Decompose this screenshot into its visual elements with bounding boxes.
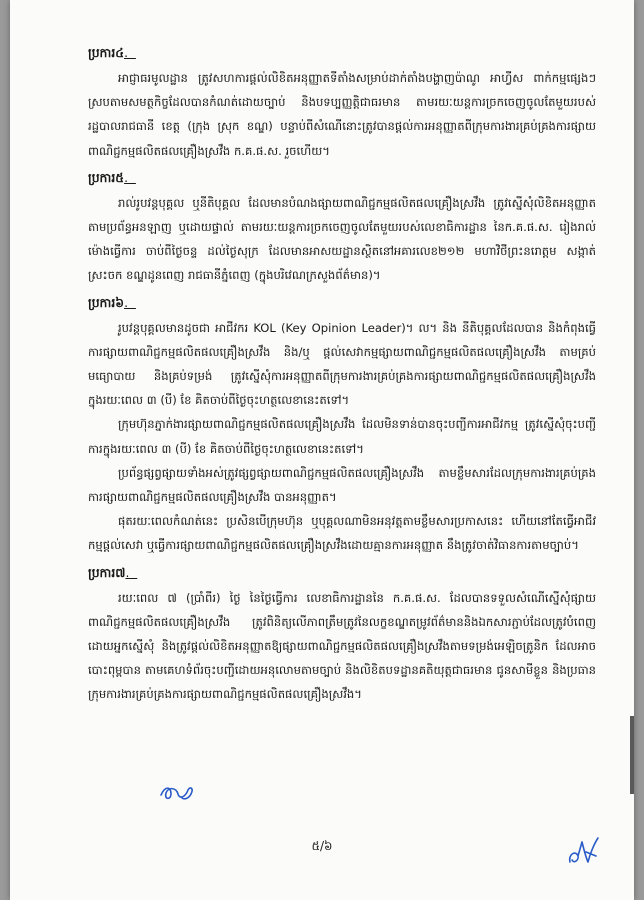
article-6-heading: ប្រការ៦	[88, 294, 125, 310]
article-7-paragraph-1: រយៈពេល ៧ (ប្រាំពីរ) ថ្ងៃ នៃថ្ងៃធ្វើការ លេខាធិការដ្ឋាននៃ ក.គ.ផ.ស. ដែលបានទទួលសំណើស្នើសុំផ្សាយពាណិជ្ជកម្មផលិតផលគ្រឿងស្រវឹង ត្រូវពិនិត្យលើភាពត្រឹមត្រូវនៃលក្ខខណ្ឌតម្រូវព័ត៌មាននិងឯកសារភ្ជាប់ដែលត្រូវបំពេញដោយអ្នកស្នើសុំ និងត្រូវផ្ដល់លិខិតអនុញ្ញាតឱ្យផ្សាយពាណិជ្ជកម្មផលិតផលគ្រឿងស្រវឹងតាមទម្រង់អេឡិចត្រូនិក ដែលអាចបោះពុម្ពបាន តាមគេហទំព័រចុះបញ្ជីដោយអនុលោមតាមច្បាប់ និងលិខិតបទដ្ឋានគតិយុត្តជាធរមាន ជូនសាមីខ្លួន និងប្រធានក្រុមការងារគ្រប់គ្រងការផ្សាយពាណិជ្ជកម្មផលិតផលគ្រឿងស្រវឹង។	[88, 590, 596, 702]
article-5: ប្រការ៥. រាល់រូបវន្តបុគ្គល ឬនីតិបុគ្គល ដែលមានបំណងផ្សាយពាណិជ្ជកម្មផលិតផលគ្រឿងស្រវឹង ត្រូវស្នើសុំលិខិតអនុញ្ញាតតាមប្រព័ន្ធអនឡាញ ឬដោយផ្ទាល់ តាមរយៈយន្តការច្រកចេញចូលតែមួយរបស់លេខាធិការដ្ឋាន នៃក.គ.ផ.ស. រៀងរាល់ម៉ោងធ្វើការ ចាប់ពីថ្ងៃចន្ទ ដល់ថ្ងៃសុក្រ ដែលមានអាសយដ្ឋានស្ថិតនៅអគារលេខ២១២ មហាវិថីព្រះនរោត្តម សង្កាត់ស្រះចក ខណ្ឌដូនពេញ រាជធានីភ្នំពេញ (ក្នុងបរិវេណក្រសួងព័ត៌មាន)។	[88, 165, 596, 288]
article-4: ប្រការ៤. អាជ្ញាធរមូលដ្ឋាន ត្រូវសហការផ្ដល់លិខិតអនុញ្ញាតទីតាំងសម្រាប់ដាក់តាំងបង្ហាញប៉ាណូ អាហ្វីស ពាក់កម្មផ្សេងៗ ស្របតាមសមត្ថកិច្ចដែលបានកំណត់ដោយច្បាប់ និងបទប្បញ្ញត្តិជាធរមាន តាមរយៈយន្តការច្រកចេញចូលតែមួយរបស់រដ្ឋបាលរាជធានី ខេត្ត (ក្រុង ស្រុក ខណ្ឌ) បន្ទាប់ពីសំណើនោះត្រូវបានផ្ដល់ការអនុញ្ញាតពីក្រុមការងារគ្រប់គ្រងការផ្សាយពាណិជ្ជកម្មផលិតផលគ្រឿងស្រវឹង ក.គ.ផ.ស. រួចហើយ។	[88, 40, 596, 163]
article-4-heading: ប្រការ៤	[88, 45, 125, 60]
article-5-heading: ប្រការ៥	[88, 169, 125, 185]
article-6-paragraph-2: ក្រុមហ៊ុនភ្នាក់ងារផ្សាយពាណិជ្ជកម្មផលិតផលគ្រឿងស្រវឹង ដែលមិនទាន់បានចុះបញ្ជីការអាជីវកម្ម ត្រូវស្នើសុំចុះបញ្ជីការក្នុងរយៈពេល ៣ (បី) ខែ គិតចាប់ពីថ្ងៃចុះហត្ថលេខានេះតទៅ។	[88, 417, 596, 456]
document-body	[88, 38, 596, 709]
handwritten-initial-mark	[158, 782, 198, 804]
article-6-paragraph-4: ផុតរយៈពេលកំណត់នេះ ប្រសិនបើក្រុមហ៊ុន ឬបុគ្គលណាមិនអនុវត្តតាមខ្លឹមសារប្រកាសនេះ ហើយនៅតែធ្វើអាជីវកម្មផ្ដល់សេវា ឬធ្វើការផ្សាយពាណិជ្ជកម្មផលិតផលគ្រឿងស្រវឹងដោយគ្មានការអនុញ្ញាត នឹងត្រូវចាត់វិធានការតាមច្បាប់។	[88, 514, 596, 553]
article-6-paragraph-3: ប្រព័ន្ធផ្សព្វផ្សាយទាំងអស់ត្រូវផ្សព្វផ្សាយពាណិជ្ជកម្មផលិតផលគ្រឿងស្រវឹង តាមខ្លឹមសារដែលក្រុមការងារគ្រប់គ្រងការផ្សាយពាណិជ្ជកម្មផលិតផលគ្រឿងស្រវឹង បានអនុញ្ញាត។	[88, 465, 596, 505]
page-number: ៥/៦	[311, 839, 333, 853]
article-7-heading: ប្រការ៧	[88, 564, 126, 580]
article-6-paragraph-1: រូបវន្តបុគ្គលមានដូចជា អាជីវករ KOL (Key Opinion Leader)។ ល។ និង នីតិបុគ្គលដែលបាន និងកំពុងធ្វើការផ្សាយពាណិជ្ជកម្មផលិតផលគ្រឿងស្រវឹង និង/ឬ ផ្ដល់សេវាកម្មផ្សាយពាណិជ្ជកម្មផលិតផលគ្រឿងស្រវឹង តាមគ្រប់មធ្យោបាយ និងគ្រប់ទម្រង់ ត្រូវស្នើសុំការអនុញ្ញាតពីក្រុមការងារគ្រប់គ្រងការផ្សាយពាណិជ្ជកម្មផលិតផលគ្រឿងស្រវឹង ក្នុងរយៈពេល ៣ (បី) ខែ គិតចាប់ពីថ្ងៃចុះហត្ថលេខានេះតទៅ។	[88, 320, 596, 408]
article-7: ប្រការ៧. រយៈពេល ៧ (ប្រាំពីរ) ថ្ងៃ នៃថ្ងៃធ្វើការ លេខាធិការដ្ឋាននៃ ក.គ.ផ.ស. ដែលបានទទួលសំណើស្នើសុំផ្សាយពាណិជ្ជកម្មផលិតផលគ្រឿងស្រវឹង ត្រូវពិនិត្យលើភាពត្រឹមត្រូវនៃលក្ខខណ្ឌតម្រូវព័ត៌មាននិងឯកសារភ្ជាប់ដែលត្រូវបំពេញដោយអ្នកស្នើសុំ និងត្រូវផ្ដល់លិខិតអនុញ្ញាតឱ្យផ្សាយពាណិជ្ជកម្មផលិតផលគ្រឿងស្រវឹងតាមទម្រង់អេឡិចត្រូនិក ដែលអាចបោះពុម្ពបាន តាមគេហទំព័រចុះបញ្ជីដោយអនុលោមតាមច្បាប់ និងលិខិតបទដ្ឋានគតិយុត្តជាធរមាន ជូនសាមីខ្លួន និងប្រធានក្រុមការងារគ្រប់គ្រងការផ្សាយពាណិជ្ជកម្មផលិតផលគ្រឿងស្រវឹង។	[88, 560, 596, 707]
page-edge-mark	[630, 716, 634, 794]
article-6: ប្រការ៦. រូបវន្តបុគ្គលមានដូចជា អាជីវករ KOL (Key Opinion Leader)។ ល។ និង នីតិបុគ្គលដែលបាន និងកំពុងធ្វើការផ្សាយពាណិជ្ជកម្មផលិតផលគ្រឿងស្រវឹង និង/ឬ ផ្ដល់សេវាកម្មផ្សាយពាណិជ្ជកម្មផលិតផលគ្រឿងស្រវឹង តាមគ្រប់មធ្យោបាយ និងគ្រប់ទម្រង់ ត្រូវស្នើសុំការអនុញ្ញាតពីក្រុមការងារគ្រប់គ្រងការផ្សាយពាណិជ្ជកម្មផលិតផលគ្រឿងស្រវឹង ក្នុងរយៈពេល ៣ (បី) ខែ គិតចាប់ពីថ្ងៃចុះហត្ថលេខានេះតទៅ។ ក្រុមហ៊ុនភ្នាក់ងារផ្សាយពាណិជ្ជកម្មផលិតផលគ្រឿងស្រវឹង ដែលមិនទាន់បានចុះបញ្ជីការអាជីវកម្ម ត្រូវស្នើសុំចុះបញ្ជីការក្នុងរយៈពេល ៣ (បី) ខែ គិតចាប់ពីថ្ងៃចុះហត្ថលេខានេះតទៅ។ ប្រព័ន្ធផ្សព្វផ្សាយទាំងអស់ត្រូវផ្សព្វផ្សាយពាណិជ្ជកម្មផលិតផលគ្រឿងស្រវឹង តាមខ្លឹមសារដែលក្រុមការងារគ្រប់គ្រងការផ្សាយពាណិជ្ជកម្មផលិតផលគ្រឿងស្រវឹង បានអនុញ្ញាត។ ផុតរយៈពេលកំណត់នេះ ប្រសិនបើក្រុមហ៊ុន ឬបុគ្គលណាមិនអនុវត្តតាមខ្លឹមសារប្រកាសនេះ ហើយនៅតែធ្វើអាជីវកម្មផ្ដល់សេវា ឬធ្វើការផ្សាយពាណិជ្ជកម្មផលិតផលគ្រឿងស្រវឹងដោយគ្មានការអនុញ្ញាត នឹងត្រូវចាត់វិធានការតាមច្បាប់។	[88, 290, 596, 558]
article-5-paragraph-1: រាល់រូបវន្តបុគ្គល ឬនីតិបុគ្គល ដែលមានបំណងផ្សាយពាណិជ្ជកម្មផលិតផលគ្រឿងស្រវឹង ត្រូវស្នើសុំលិខិតអនុញ្ញាតតាមប្រព័ន្ធអនឡាញ ឬដោយផ្ទាល់ តាមរយៈយន្តការច្រកចេញចូលតែមួយរបស់លេខាធិការដ្ឋាន នៃក.គ.ផ.ស. រៀងរាល់ម៉ោងធ្វើការ ចាប់ពីថ្ងៃចន្ទ ដល់ថ្ងៃសុក្រ ដែលមានអាសយដ្ឋានស្ថិតនៅអគារលេខ២១២ មហាវិថីព្រះនរោត្តម សង្កាត់ស្រះចក ខណ្ឌដូនពេញ រាជធានីភ្នំពេញ (ក្នុងបរិវេណក្រសួងព័ត៌មាន)។	[88, 195, 596, 283]
article-4-paragraph-1: អាជ្ញាធរមូលដ្ឋាន ត្រូវសហការផ្ដល់លិខិតអនុញ្ញាតទីតាំងសម្រាប់ដាក់តាំងបង្ហាញប៉ាណូ អាហ្វីស ពាក់កម្មផ្សេងៗ ស្របតាមសមត្ថកិច្ចដែលបានកំណត់ដោយច្បាប់ និងបទប្បញ្ញត្តិជាធរមាន តាមរយៈយន្តការច្រកចេញចូលតែមួយរបស់រដ្ឋបាលរាជធានី ខេត្ត (ក្រុង ស្រុក ខណ្ឌ) បន្ទាប់ពីសំណើនោះត្រូវបានផ្ដល់ការអនុញ្ញាតពីក្រុមការងារគ្រប់គ្រងការផ្សាយពាណិជ្ជកម្មផលិតផលគ្រឿងស្រវឹង ក.គ.ផ.ស. រួចហើយ។	[88, 71, 596, 158]
handwritten-signature	[564, 832, 604, 872]
document-page	[10, 0, 634, 900]
